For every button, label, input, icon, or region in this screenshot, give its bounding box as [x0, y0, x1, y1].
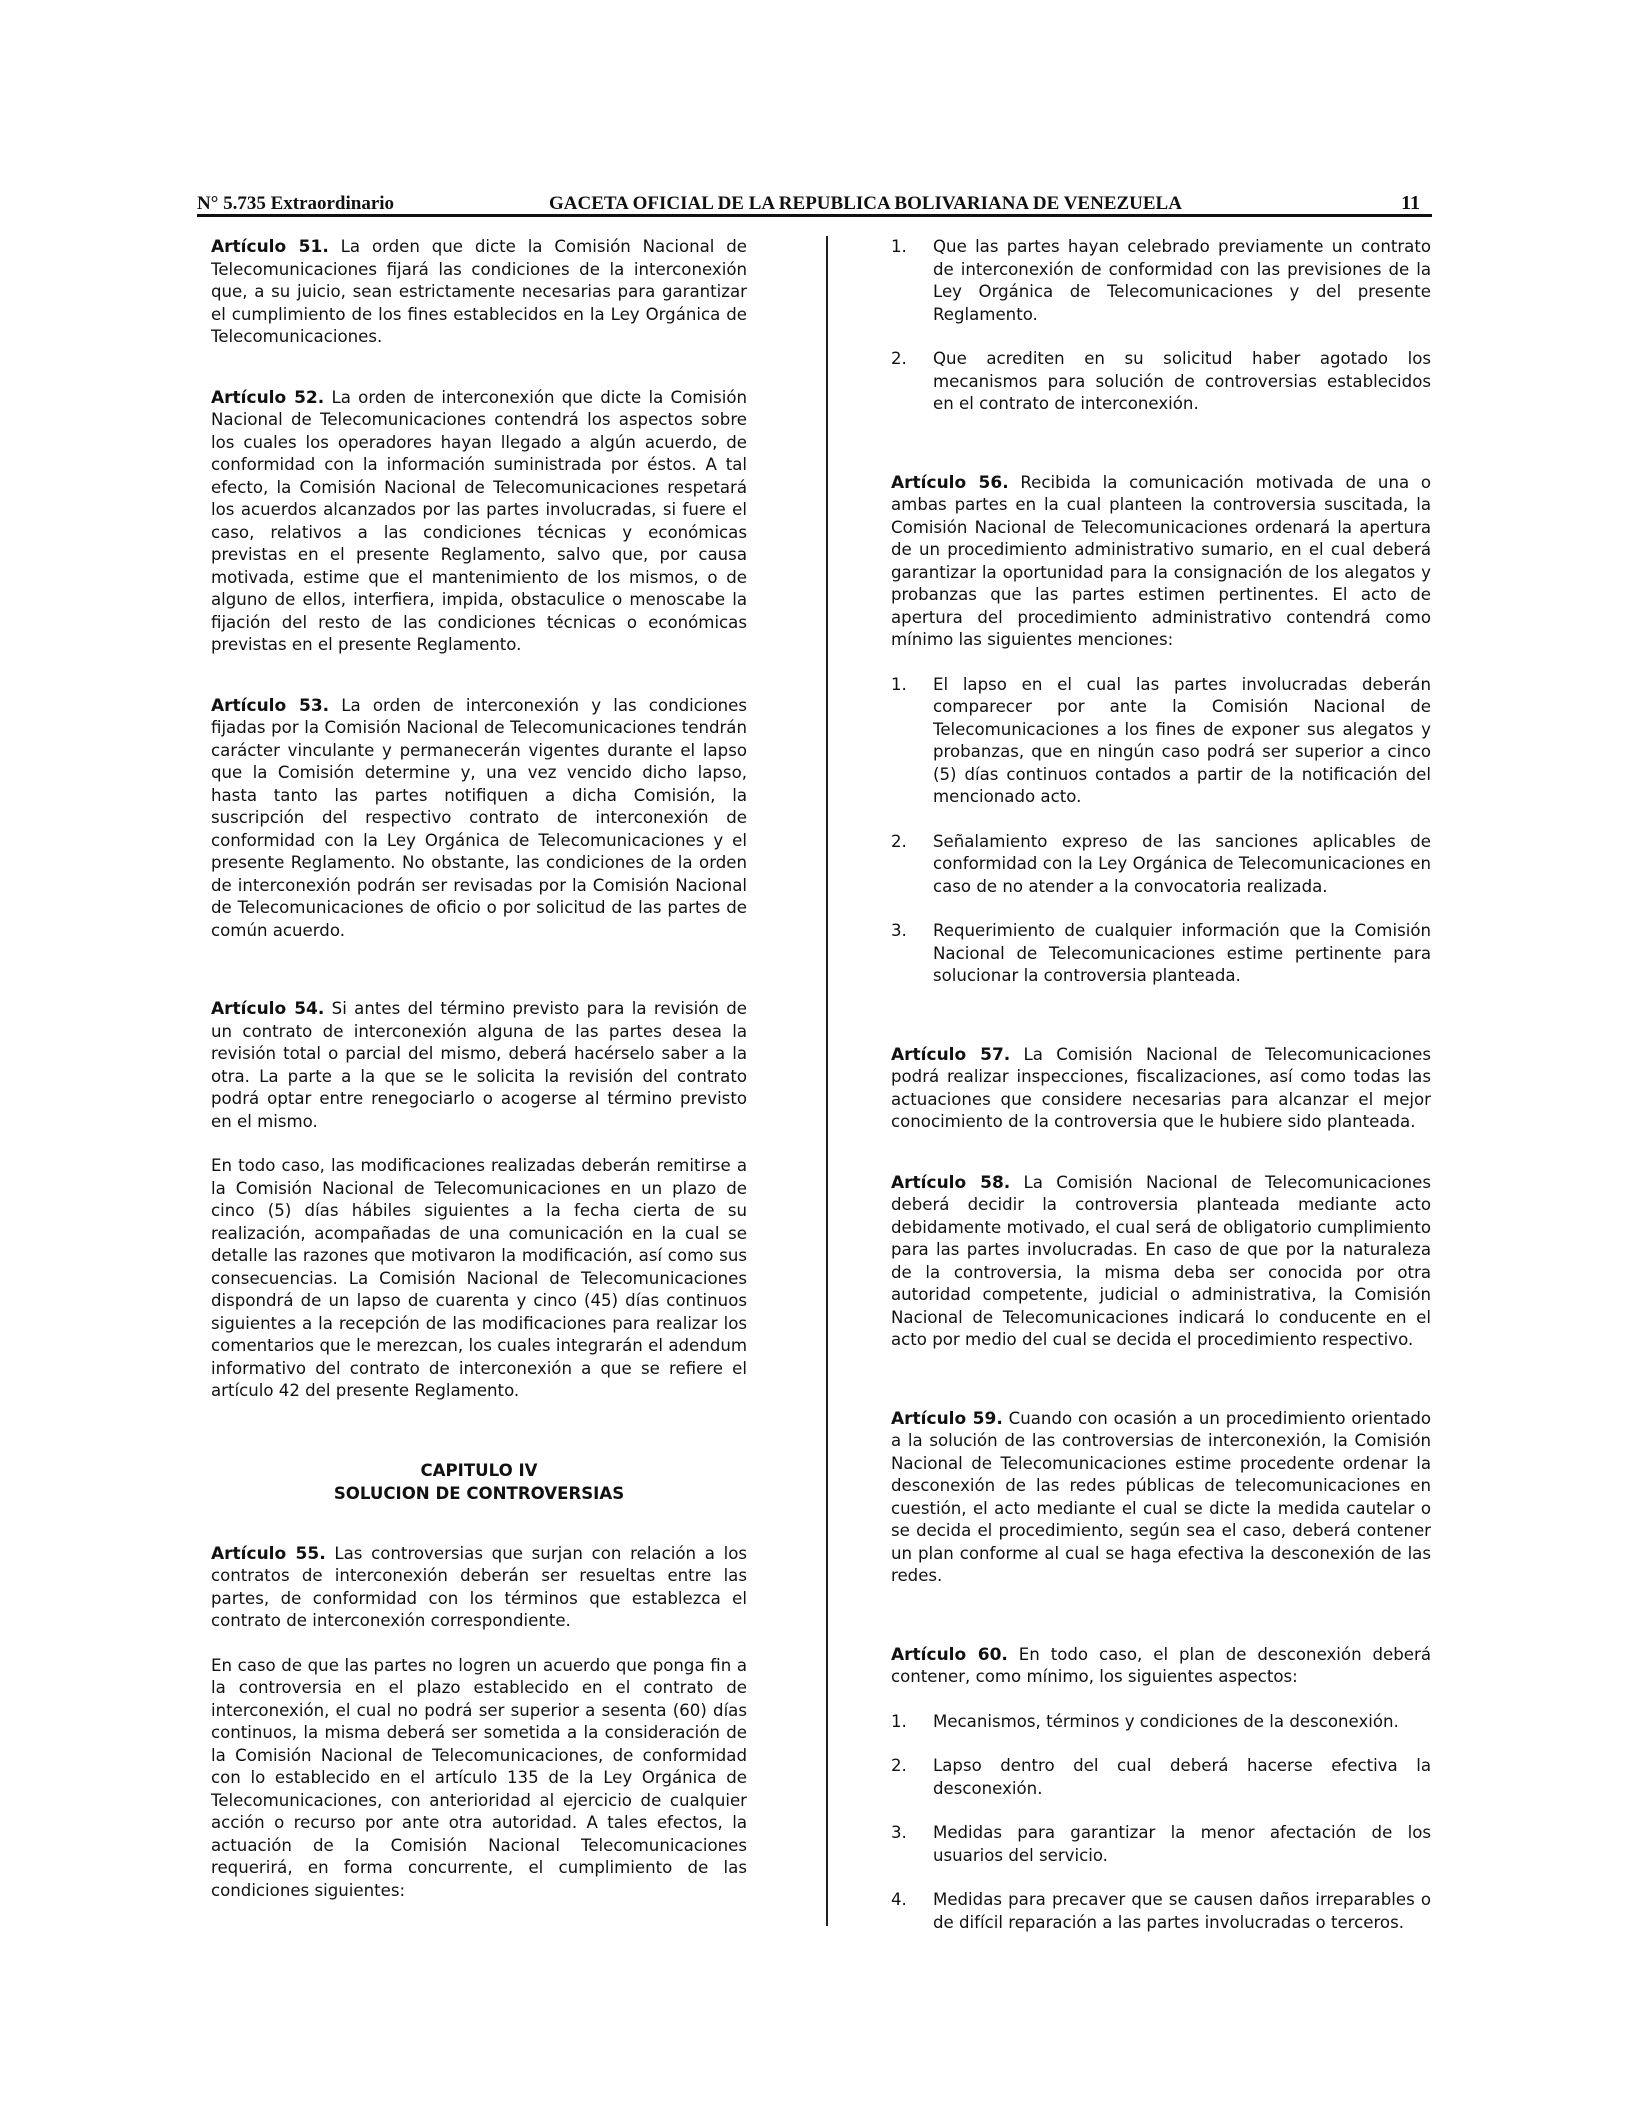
article-label: Artículo 51.: [211, 237, 329, 257]
article-text: La Comisión Nacional de Telecomunicaciones podrá realizar inspecciones, fiscalizaciones, así como todas las actuaciones que considere necesarias para alcanzar el mejor conocimiento de la controversia que le hubiere sido planteada.: [891, 1044, 1431, 1131]
article-59: [891, 1408, 1431, 1588]
article-text: La orden de interconexión que dicte la Comisión Nacional de Telecomunicaciones contendrá los aspectos sobre los cuales los operadores hayan llegado a algún acuerdo, de conformidad con la información suministrada por éstos. A tal efecto, la Comisión Nacional de Telecomunicaciones respetará los acuerdos alcanzados por las partes involucradas, si fuere el caso, relativos a las condiciones técnicas y económicas previstas en el presente Reglamento, salvo que, por causa motivada, estime que el mantenimiento de los mismos, o de alguno de ellos, interfiera, impida, obstaculice o menoscabe la fijación del resto de las condiciones técnicas o económicas previstas en el presente Reglamento.: [211, 387, 747, 654]
list-text: Señalamiento expreso de las sanciones aplicables de conformidad con la Ley Orgánica de Telecomunicaciones en caso de no atender a la convocatoria realizada.: [933, 831, 1431, 896]
article-53: [211, 695, 747, 943]
chapter-title: SOLUCION DE CONTROVERSIAS: [333, 1483, 625, 1503]
list-item: [891, 1822, 1431, 1867]
list-number: 2.: [891, 349, 907, 368]
chapter-number: CAPITULO IV: [420, 1460, 538, 1480]
page-header: [197, 186, 1432, 216]
chapter-heading: [211, 1459, 747, 1505]
list-text: Medidas para garantizar la menor afectación de los usuarios del servicio.: [933, 1823, 1431, 1865]
article-text: Si antes del término previsto para la revisión de un contrato de interconexión alguna de las partes desea la revisión total o parcial del mismo, deberá hacérselo saber a la otra. La parte a la que se le solicita la revisión del contrato podrá optar entre renegociarlo o acogerse al término previsto en el mismo.: [211, 999, 748, 1131]
list-number: 3.: [891, 921, 907, 940]
article-60-aspects-list: [891, 1711, 1431, 1935]
list-text: Que las partes hayan celebrado previamente un contrato de interconexión de conformidad con las previsiones de la Ley Orgánica de Telecomunicaciones y del presente Reglamento.: [933, 237, 1431, 324]
list-item: [891, 1711, 1431, 1734]
article-56: [891, 472, 1431, 652]
article-54: [211, 998, 747, 1133]
article-55-conditions-list: [891, 236, 1431, 416]
article-label: Artículo 59.: [891, 1408, 1003, 1429]
list-number: 2.: [891, 831, 907, 851]
left-column: [211, 236, 747, 1902]
article-52: [211, 387, 747, 657]
column-divider: [826, 236, 828, 1926]
article-54-paragraph-2: En todo caso, las modificaciones realizadas deberán remitirse a la Comisión Nacional de Telecomunicaciones en un plazo de cinco (5) días hábiles siguientes a la fecha cierta de su realización, acompañadas de una comunicación en la cual se detalle las razones que motivaron la modificación, así como sus consecuencias. La Comisión Nacional de Telecomunicaciones dispondrá de un lapso de cuarenta y cinco (45) días continuos siguientes a la recepción de las modificaciones para realizar los comentarios que le merezcan, los cuales integrarán el adendum informativo del contrato de interconexión a que se refiere el artículo 42 del presente Reglamento.: [211, 1156, 747, 1400]
article-label: Artículo 53.: [211, 695, 330, 716]
list-item: [891, 831, 1431, 899]
article-56-mentions-list: [891, 674, 1431, 988]
article-55: [211, 1543, 747, 1633]
article-label: Artículo 54.: [211, 999, 325, 1019]
article-text: Cuando con ocasión a un procedimiento orientado a la solución de las controversias de interconexión, la Comisión Nacional de Telecomunicaciones estime procedente ordenar la desconexión de las redes públicas de telecomunicaciones en cuestión, el acto mediante el cual se dicte la medida cautelar o se decida el procedimiento, según sea el caso, deberá contener un plan conforme al cual se haga efectiva la desconexión de las redes.: [891, 1408, 1431, 1585]
article-label: Artículo 60.: [891, 1644, 1008, 1665]
list-item: [891, 236, 1431, 326]
list-text: Mecanismos, términos y condiciones de la desconexión.: [933, 1711, 1399, 1731]
article-text: La Comisión Nacional de Telecomunicaciones deberá decidir la controversia planteada mediante acto debidamente motivado, el cual será de obligatorio cumplimiento para las partes involucradas. En caso de que por la naturaleza de la controversia, la misma deba ser conocida por otra autoridad competente, judicial o administrativa, la Comisión Nacional de Telecomunicaciones indicará lo conducente en el acto por medio del cual se decida el procedimiento respectivo.: [891, 1172, 1431, 1349]
article-label: Artículo 52.: [211, 387, 325, 408]
article-60: [891, 1644, 1431, 1689]
article-text: La orden de interconexión y las condiciones fijadas por la Comisión Nacional de Telecomunicaciones tendrán carácter vinculante y permanecerán vigentes durante el lapso que la Comisión determine y, una vez vencido dicho lapso, hasta tanto las partes notifiquen a dicha Comisión, la suscripción del respectivo contrato de interconexión de conformidad con la Ley Orgánica de Telecomunicaciones y el presente Reglamento. No obstante, las condiciones de la orden de interconexión podrán ser revisadas por la Comisión Nacional de Telecomunicaciones de oficio o por solicitud de las partes de común acuerdo.: [211, 695, 747, 940]
article-label: Artículo 57.: [891, 1044, 1011, 1065]
article-58: [891, 1172, 1431, 1352]
list-text: Medidas para precaver que se causen daños irreparables o de difícil reparación a las partes involucradas o terceros.: [933, 1890, 1431, 1932]
list-number: 1.: [891, 674, 907, 694]
list-item: [891, 348, 1431, 416]
article-55-paragraph-2: En caso de que las partes no logren un acuerdo que ponga fin a la controversia en el plazo establecido en el contrato de interconexión, el cual no podrá ser superior a sesenta (60) días continuos, la misma deberá ser sometida a la consideración de la Comisión Nacional de Telecomunicaciones, de conformidad con lo establecido en el artículo 135 de la Ley Orgánica de Telecomunicaciones, con anterioridad al ejercicio de cualquier acción o recurso por ante otra autoridad. A tales efectos, la actuación de la Comisión Nacional Telecomunicaciones requerirá, en forma concurrente, el cumplimiento de las condiciones siguientes:: [211, 1655, 747, 1900]
article-57: [891, 1044, 1431, 1134]
list-item: [891, 1889, 1431, 1934]
list-item: [891, 920, 1431, 988]
list-number: 1.: [891, 237, 907, 256]
issue-number: N° 5.735 Extraordinario: [197, 193, 395, 214]
article-text: Recibida la comunicación motivada de una o ambas partes en la cual planteen la controversia suscitada, la Comisión Nacional de Telecomunicaciones ordenará la apertura de un procedimiento administrativo sumario, en el cual deberá garantizar la oportunidad para la consignación de los alegatos y probanzas que las partes estimen pertinentes. El acto de apertura del procedimiento administrativo contendrá como mínimo las siguientes menciones:: [891, 472, 1431, 649]
list-text: El lapso en el cual las partes involucradas deberán comparecer por ante la Comisión Nacional de Telecomunicaciones a los fines de exponer sus alegatos y probanzas, que en ningún caso podrá ser superior a cinco (5) días continuos contados a partir de la notificación del mencionado acto.: [933, 674, 1431, 806]
list-text: Requerimiento de cualquier información que la Comisión Nacional de Telecomunicaciones estime pertinente para solucionar la controversia planteada.: [933, 921, 1431, 985]
list-text: Que acrediten en su solicitud haber agotado los mecanismos para solución de controversias establecidos en el contrato de interconexión.: [933, 349, 1431, 413]
list-item: [891, 1755, 1431, 1800]
article-51: [211, 236, 747, 349]
publication-title: GACETA OFICIAL DE LA REPUBLICA BOLIVARIANA DE VENEZUELA: [549, 193, 1182, 214]
article-text: En todo caso, el plan de desconexión deberá contener, como mínimo, los siguientes aspectos:: [891, 1644, 1431, 1686]
header-rule: [197, 214, 1432, 217]
article-text: Las controversias que surjan con relación a los contratos de interconexión deberán ser resueltas entre las partes, de conformidad con los términos que establezca el contrato de interconexión correspondiente.: [211, 1543, 747, 1630]
list-number: 3.: [891, 1823, 907, 1842]
article-label: Artículo 56.: [891, 472, 1009, 493]
list-text: Lapso dentro del cual deberá hacerse efectiva la desconexión.: [933, 1756, 1431, 1798]
list-number: 2.: [891, 1756, 907, 1775]
list-number: 4.: [891, 1890, 907, 1909]
list-item: [891, 674, 1431, 809]
article-label: Artículo 55.: [211, 1543, 326, 1564]
article-text: La orden que dicte la Comisión Nacional de Telecomunicaciones fijará las condiciones de la interconexión que, a su juicio, sean estrictamente necesarias para garantizar el cumplimiento de los fines establecidos en la Ley Orgánica de Telecomunicaciones.: [211, 237, 747, 346]
right-column: [891, 236, 1431, 1934]
article-label: Artículo 58.: [891, 1172, 1011, 1193]
page-number: 11: [1401, 192, 1420, 214]
list-number: 1.: [891, 1711, 907, 1731]
